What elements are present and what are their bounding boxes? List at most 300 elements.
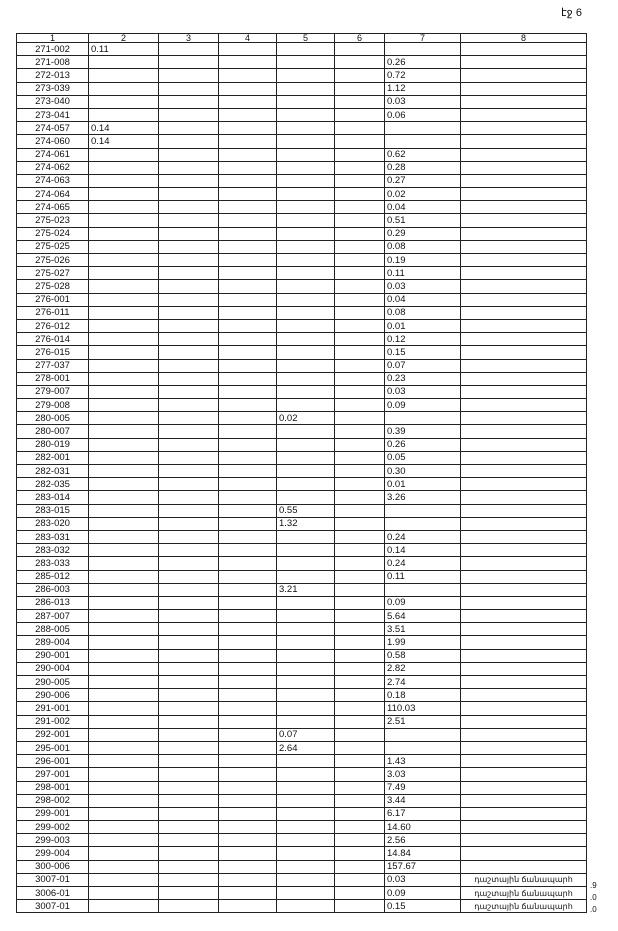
note-cell (461, 95, 587, 108)
value-cell: 0.72 (385, 69, 461, 82)
value-cell (89, 900, 159, 913)
value-cell (159, 227, 219, 240)
value-cell (277, 438, 335, 451)
table-row (17, 478, 587, 491)
note-cell (461, 333, 587, 346)
note-cell: դաշտային ճանապարհ (461, 873, 587, 886)
value-cell (335, 873, 385, 886)
value-cell (159, 122, 219, 135)
note-cell (461, 399, 587, 412)
value-cell (335, 108, 385, 121)
value-cell (219, 43, 277, 56)
value-cell: 0.09 (385, 887, 461, 900)
parcel-code-cell: 280-007 (17, 425, 89, 438)
value-cell (89, 517, 159, 530)
value-cell (219, 82, 277, 95)
note-cell: դաշտային ճանապարհ (461, 887, 587, 900)
value-cell (277, 43, 335, 56)
table-row (17, 702, 587, 715)
table-row (17, 319, 587, 332)
value-cell (159, 702, 219, 715)
value-cell (159, 385, 219, 398)
value-cell (277, 544, 335, 557)
note-cell (461, 821, 587, 834)
value-cell (159, 491, 219, 504)
value-cell (159, 860, 219, 873)
table-row (17, 715, 587, 728)
value-cell (89, 293, 159, 306)
value-cell (159, 847, 219, 860)
table-row (17, 636, 587, 649)
value-cell: 0.39 (385, 425, 461, 438)
table-row (17, 161, 587, 174)
column-header: 6 (335, 34, 385, 43)
value-cell (159, 214, 219, 227)
value-cell (159, 715, 219, 728)
note-cell (461, 689, 587, 702)
value-cell (159, 649, 219, 662)
parcel-code-cell: 290-004 (17, 662, 89, 675)
parcel-code-cell: 276-015 (17, 346, 89, 359)
value-cell (277, 425, 335, 438)
table-row (17, 689, 587, 702)
value-cell (335, 267, 385, 280)
value-cell (219, 372, 277, 385)
value-cell (89, 69, 159, 82)
value-cell: 0.18 (385, 689, 461, 702)
value-cell (219, 570, 277, 583)
table-row (17, 385, 587, 398)
value-cell (159, 267, 219, 280)
value-cell (335, 741, 385, 754)
note-cell (461, 834, 587, 847)
table-row (17, 821, 587, 834)
value-cell (89, 491, 159, 504)
value-cell: 0.11 (385, 267, 461, 280)
value-cell: 0.12 (385, 333, 461, 346)
value-cell (159, 306, 219, 319)
value-cell (385, 504, 461, 517)
parcel-code-cell: 274-062 (17, 161, 89, 174)
value-cell (219, 319, 277, 332)
value-cell (219, 385, 277, 398)
parcel-code-cell: 295-001 (17, 741, 89, 754)
table-row (17, 359, 587, 372)
value-cell (335, 821, 385, 834)
table-row (17, 425, 587, 438)
parcel-code-cell: 288-005 (17, 623, 89, 636)
note-cell (461, 148, 587, 161)
value-cell (219, 425, 277, 438)
table-row (17, 504, 587, 517)
value-cell (335, 728, 385, 741)
note-cell (461, 702, 587, 715)
value-cell (277, 135, 335, 148)
value-cell (277, 873, 335, 886)
parcel-code-cell: 285-012 (17, 570, 89, 583)
value-cell (159, 596, 219, 609)
value-cell (335, 95, 385, 108)
table-row (17, 412, 587, 425)
value-cell (89, 451, 159, 464)
value-cell (277, 794, 335, 807)
table-row (17, 728, 587, 741)
value-cell (335, 649, 385, 662)
value-cell (89, 188, 159, 201)
value-cell (159, 372, 219, 385)
value-cell (219, 517, 277, 530)
value-cell (277, 676, 335, 689)
table-row (17, 188, 587, 201)
table-row (17, 741, 587, 754)
value-cell (219, 108, 277, 121)
parcel-code-cell: 277-037 (17, 359, 89, 372)
note-cell (461, 69, 587, 82)
parcel-code-cell: 273-040 (17, 95, 89, 108)
table-row (17, 517, 587, 530)
value-cell (335, 319, 385, 332)
parcel-code-cell: 286-003 (17, 583, 89, 596)
value-cell: 0.02 (277, 412, 335, 425)
value-cell (335, 583, 385, 596)
note-cell (461, 188, 587, 201)
parcel-code-cell: 283-015 (17, 504, 89, 517)
table-row (17, 755, 587, 768)
value-cell (89, 834, 159, 847)
value-cell: 2.74 (385, 676, 461, 689)
value-cell (219, 306, 277, 319)
value-cell: 0.07 (277, 728, 335, 741)
value-cell (277, 385, 335, 398)
parcel-code-cell: 296-001 (17, 755, 89, 768)
table-row (17, 254, 587, 267)
value-cell (89, 280, 159, 293)
value-cell: 0.28 (385, 161, 461, 174)
value-cell (89, 847, 159, 860)
value-cell (159, 504, 219, 517)
value-cell (219, 583, 277, 596)
table-row (17, 56, 587, 69)
note-cell (461, 807, 587, 820)
value-cell (219, 702, 277, 715)
value-cell (219, 135, 277, 148)
parcel-code-cell: 272-013 (17, 69, 89, 82)
value-cell: 3.44 (385, 794, 461, 807)
value-cell: 0.27 (385, 174, 461, 187)
table-row (17, 623, 587, 636)
value-cell (159, 148, 219, 161)
value-cell (219, 649, 277, 662)
value-cell (89, 359, 159, 372)
value-cell (159, 623, 219, 636)
value-cell: 0.15 (385, 346, 461, 359)
value-cell (89, 425, 159, 438)
table-row (17, 807, 587, 820)
value-cell (219, 148, 277, 161)
table-row (17, 280, 587, 293)
note-cell (461, 570, 587, 583)
value-cell (219, 346, 277, 359)
value-cell (335, 557, 385, 570)
parcel-code-cell: 290-001 (17, 649, 89, 662)
value-cell (385, 43, 461, 56)
value-cell (277, 636, 335, 649)
table-row (17, 108, 587, 121)
side-mark: .0 (590, 893, 597, 902)
value-cell (277, 56, 335, 69)
value-cell: 6.17 (385, 807, 461, 820)
parcel-code-cell: 280-019 (17, 438, 89, 451)
table-row (17, 900, 587, 913)
side-marks (590, 880, 597, 916)
value-cell: 7.49 (385, 781, 461, 794)
value-cell (89, 333, 159, 346)
value-cell (89, 689, 159, 702)
parcel-code-cell: 299-003 (17, 834, 89, 847)
value-cell (159, 478, 219, 491)
value-cell (277, 702, 335, 715)
value-cell (335, 280, 385, 293)
table-row (17, 834, 587, 847)
value-cell (219, 794, 277, 807)
note-cell (461, 82, 587, 95)
value-cell (335, 346, 385, 359)
value-cell (277, 662, 335, 675)
value-cell: 0.24 (385, 530, 461, 543)
value-cell: 2.82 (385, 662, 461, 675)
value-cell (89, 676, 159, 689)
value-cell: 1.12 (385, 82, 461, 95)
table-row (17, 583, 587, 596)
value-cell: 0.03 (385, 95, 461, 108)
note-cell (461, 227, 587, 240)
value-cell: 0.01 (385, 319, 461, 332)
value-cell: 0.03 (385, 385, 461, 398)
value-cell (89, 240, 159, 253)
table-row (17, 768, 587, 781)
value-cell (277, 715, 335, 728)
table-row (17, 267, 587, 280)
value-cell (159, 161, 219, 174)
column-header: 2 (89, 34, 159, 43)
parcel-code-cell: 276-012 (17, 319, 89, 332)
table-row (17, 306, 587, 319)
value-cell (89, 306, 159, 319)
table-row (17, 860, 587, 873)
value-cell (219, 293, 277, 306)
value-cell (219, 201, 277, 214)
column-header: 1 (17, 34, 89, 43)
value-cell (89, 649, 159, 662)
value-cell: 0.14 (385, 544, 461, 557)
note-cell (461, 662, 587, 675)
note-cell (461, 451, 587, 464)
value-cell: 0.55 (277, 504, 335, 517)
value-cell (159, 56, 219, 69)
value-cell (219, 451, 277, 464)
parcel-code-cell: 282-031 (17, 465, 89, 478)
value-cell (89, 755, 159, 768)
table-row (17, 333, 587, 346)
note-cell (461, 438, 587, 451)
value-cell (159, 636, 219, 649)
parcel-code-cell: 291-002 (17, 715, 89, 728)
table-row (17, 544, 587, 557)
parcel-code-cell: 271-002 (17, 43, 89, 56)
value-cell (335, 768, 385, 781)
value-cell (89, 504, 159, 517)
value-cell (277, 689, 335, 702)
value-cell (335, 491, 385, 504)
parcel-code-cell: 300-006 (17, 860, 89, 873)
parcel-code-cell: 283-031 (17, 530, 89, 543)
value-cell: 1.43 (385, 755, 461, 768)
value-cell (277, 807, 335, 820)
value-cell (335, 623, 385, 636)
value-cell: 157.67 (385, 860, 461, 873)
value-cell (159, 544, 219, 557)
parcel-code-cell: 282-001 (17, 451, 89, 464)
value-cell (219, 240, 277, 253)
parcel-code-cell: 274-061 (17, 148, 89, 161)
value-cell (159, 728, 219, 741)
note-cell (461, 201, 587, 214)
value-cell (219, 728, 277, 741)
value-cell (277, 491, 335, 504)
value-cell (159, 319, 219, 332)
parcel-code-cell: 298-002 (17, 794, 89, 807)
value-cell (159, 412, 219, 425)
table-row (17, 174, 587, 187)
parcel-code-cell: 275-025 (17, 240, 89, 253)
parcel-code-cell: 276-011 (17, 306, 89, 319)
note-cell (461, 741, 587, 754)
value-cell (219, 900, 277, 913)
table-row (17, 847, 587, 860)
value-cell (277, 834, 335, 847)
parcel-code-cell: 278-001 (17, 372, 89, 385)
value-cell (277, 254, 335, 267)
note-cell (461, 240, 587, 253)
parcel-code-cell: 289-004 (17, 636, 89, 649)
value-cell (89, 161, 159, 174)
value-cell (219, 544, 277, 557)
value-cell (159, 174, 219, 187)
value-cell (335, 636, 385, 649)
value-cell (89, 95, 159, 108)
value-cell (335, 385, 385, 398)
value-cell (277, 69, 335, 82)
parcel-code-cell: 275-028 (17, 280, 89, 293)
parcel-code-cell: 274-057 (17, 122, 89, 135)
value-cell: 0.09 (385, 596, 461, 609)
value-cell (219, 161, 277, 174)
parcel-code-cell: 292-001 (17, 728, 89, 741)
value-cell (335, 530, 385, 543)
value-cell (219, 610, 277, 623)
value-cell (159, 807, 219, 820)
value-cell (219, 69, 277, 82)
value-cell: 0.08 (385, 240, 461, 253)
value-cell (89, 596, 159, 609)
value-cell (159, 570, 219, 583)
value-cell: 2.51 (385, 715, 461, 728)
value-cell (277, 306, 335, 319)
value-cell (277, 82, 335, 95)
value-cell (89, 227, 159, 240)
value-cell (159, 557, 219, 570)
note-cell (461, 161, 587, 174)
page-number: էջ 6 (561, 7, 582, 19)
note-cell (461, 557, 587, 570)
value-cell (159, 583, 219, 596)
value-cell (89, 412, 159, 425)
value-cell (89, 636, 159, 649)
value-cell (335, 438, 385, 451)
value-cell (159, 821, 219, 834)
value-cell (219, 491, 277, 504)
value-cell (219, 689, 277, 702)
value-cell (277, 530, 335, 543)
parcel-code-cell: 274-060 (17, 135, 89, 148)
value-cell: 0.24 (385, 557, 461, 570)
value-cell (219, 174, 277, 187)
table-row (17, 122, 587, 135)
value-cell (219, 478, 277, 491)
value-cell (335, 610, 385, 623)
value-cell (335, 240, 385, 253)
parcel-code-cell: 283-033 (17, 557, 89, 570)
value-cell (159, 43, 219, 56)
value-cell (219, 438, 277, 451)
value-cell (335, 807, 385, 820)
value-cell (219, 56, 277, 69)
parcel-code-cell: 287-007 (17, 610, 89, 623)
value-cell (219, 768, 277, 781)
parcel-code-cell: 274-064 (17, 188, 89, 201)
value-cell (219, 399, 277, 412)
value-cell (219, 860, 277, 873)
value-cell (159, 201, 219, 214)
parcel-code-cell: 299-001 (17, 807, 89, 820)
value-cell: 0.51 (385, 214, 461, 227)
table-row (17, 399, 587, 412)
table-row (17, 293, 587, 306)
value-cell: 0.29 (385, 227, 461, 240)
value-cell (89, 214, 159, 227)
note-cell (461, 715, 587, 728)
value-cell (277, 174, 335, 187)
value-cell (219, 504, 277, 517)
value-cell (89, 821, 159, 834)
value-cell (335, 465, 385, 478)
value-cell: 0.14 (89, 135, 159, 148)
note-cell (461, 254, 587, 267)
value-cell (159, 425, 219, 438)
value-cell (219, 333, 277, 346)
value-cell: 0.14 (89, 122, 159, 135)
value-cell (89, 544, 159, 557)
table-row (17, 43, 587, 56)
value-cell (159, 741, 219, 754)
value-cell (219, 662, 277, 675)
value-cell (385, 741, 461, 754)
value-cell (335, 900, 385, 913)
note-cell (461, 847, 587, 860)
note-cell (461, 583, 587, 596)
value-cell (219, 781, 277, 794)
parcel-code-cell: 298-001 (17, 781, 89, 794)
